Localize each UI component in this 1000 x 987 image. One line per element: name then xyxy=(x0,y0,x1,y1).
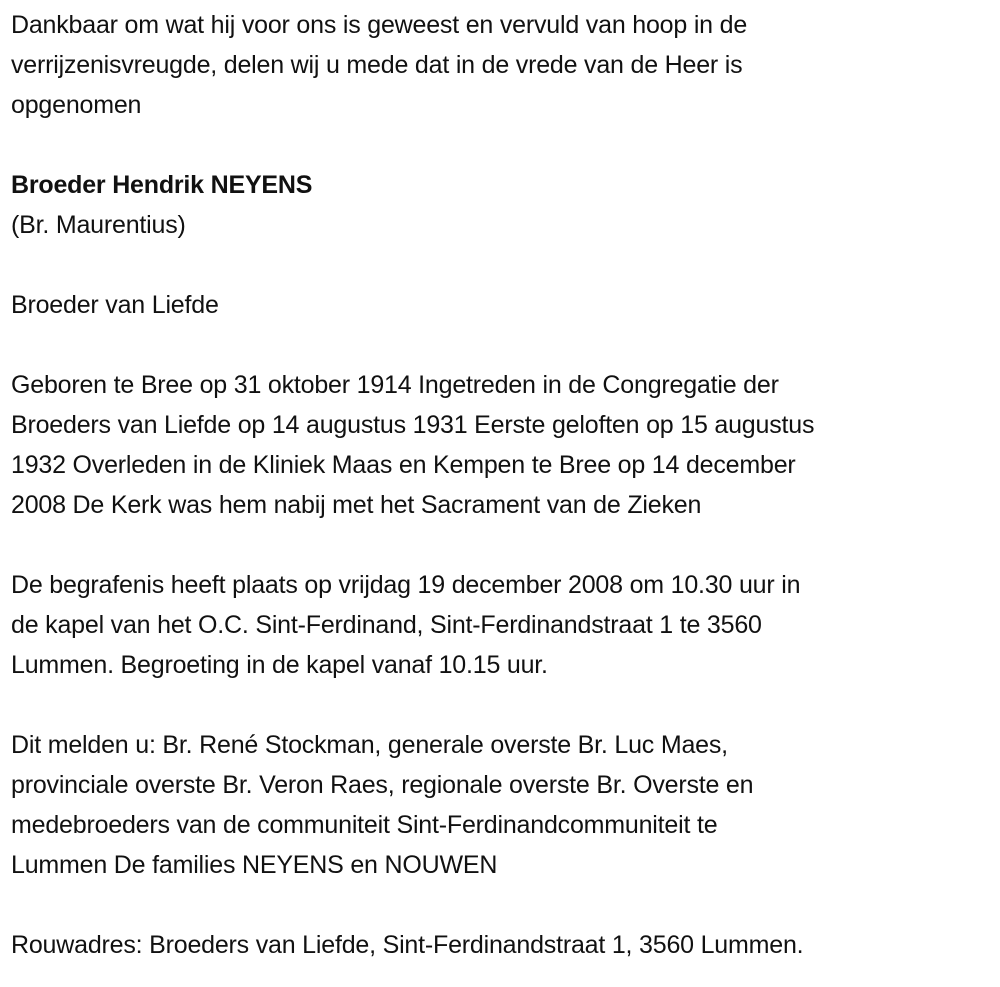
announced-by-line: Lummen De families NEYENS en NOUWEN xyxy=(11,851,498,879)
funeral-line: Lummen. Begroeting in de kapel vanaf 10.15 uur. xyxy=(11,651,548,679)
announced-by-line: provinciale overste Br. Veron Raes, regionale overste Br. Overste en xyxy=(11,771,754,799)
announced-by-line: Dit melden u: Br. René Stockman, generale overste Br. Luc Maes, xyxy=(11,731,728,759)
mourning-address-paragraph xyxy=(11,925,996,965)
announced-by-paragraph xyxy=(11,725,996,885)
funeral-paragraph xyxy=(11,565,996,685)
announced-by-line: medebroeders van de communiteit Sint-Ferdinandcommuniteit te xyxy=(11,811,718,839)
intro-line: verrijzenisvreugde, delen wij u mede dat in de vrede van de Heer is xyxy=(11,51,743,79)
biography-line: Geboren te Bree op 31 oktober 1914 Ingetreden in de Congregatie der xyxy=(11,371,779,399)
intro-line: opgenomen xyxy=(11,91,142,119)
religious-name: (Br. Maurentius) xyxy=(11,211,186,239)
biography-line: 1932 Overleden in de Kliniek Maas en Kempen te Bree op 14 december xyxy=(11,451,796,479)
funeral-line: de kapel van het O.C. Sint-Ferdinand, Sint-Ferdinandstraat 1 te 3560 xyxy=(11,611,762,639)
biography-paragraph xyxy=(11,365,996,525)
biography-line: 2008 De Kerk was hem nabij met het Sacrament van de Zieken xyxy=(11,491,702,519)
funeral-line: De begrafenis heeft plaats op vrijdag 19 december 2008 om 10.30 uur in xyxy=(11,571,801,599)
deceased-block xyxy=(11,165,996,246)
intro-paragraph xyxy=(11,5,996,125)
biography-line: Broeders van Liefde op 14 augustus 1931 Eerste geloften op 15 augustus xyxy=(11,411,815,439)
congregation: Broeder van Liefde xyxy=(11,291,219,319)
deceased-name: Broeder Hendrik NEYENS xyxy=(11,171,313,199)
obituary-document xyxy=(11,5,996,965)
congregation-paragraph xyxy=(11,285,996,325)
intro-line: Dankbaar om wat hij voor ons is geweest en vervuld van hoop in de xyxy=(11,11,748,39)
mourning-address: Rouwadres: Broeders van Liefde, Sint-Ferdinandstraat 1, 3560 Lummen. xyxy=(11,931,804,959)
